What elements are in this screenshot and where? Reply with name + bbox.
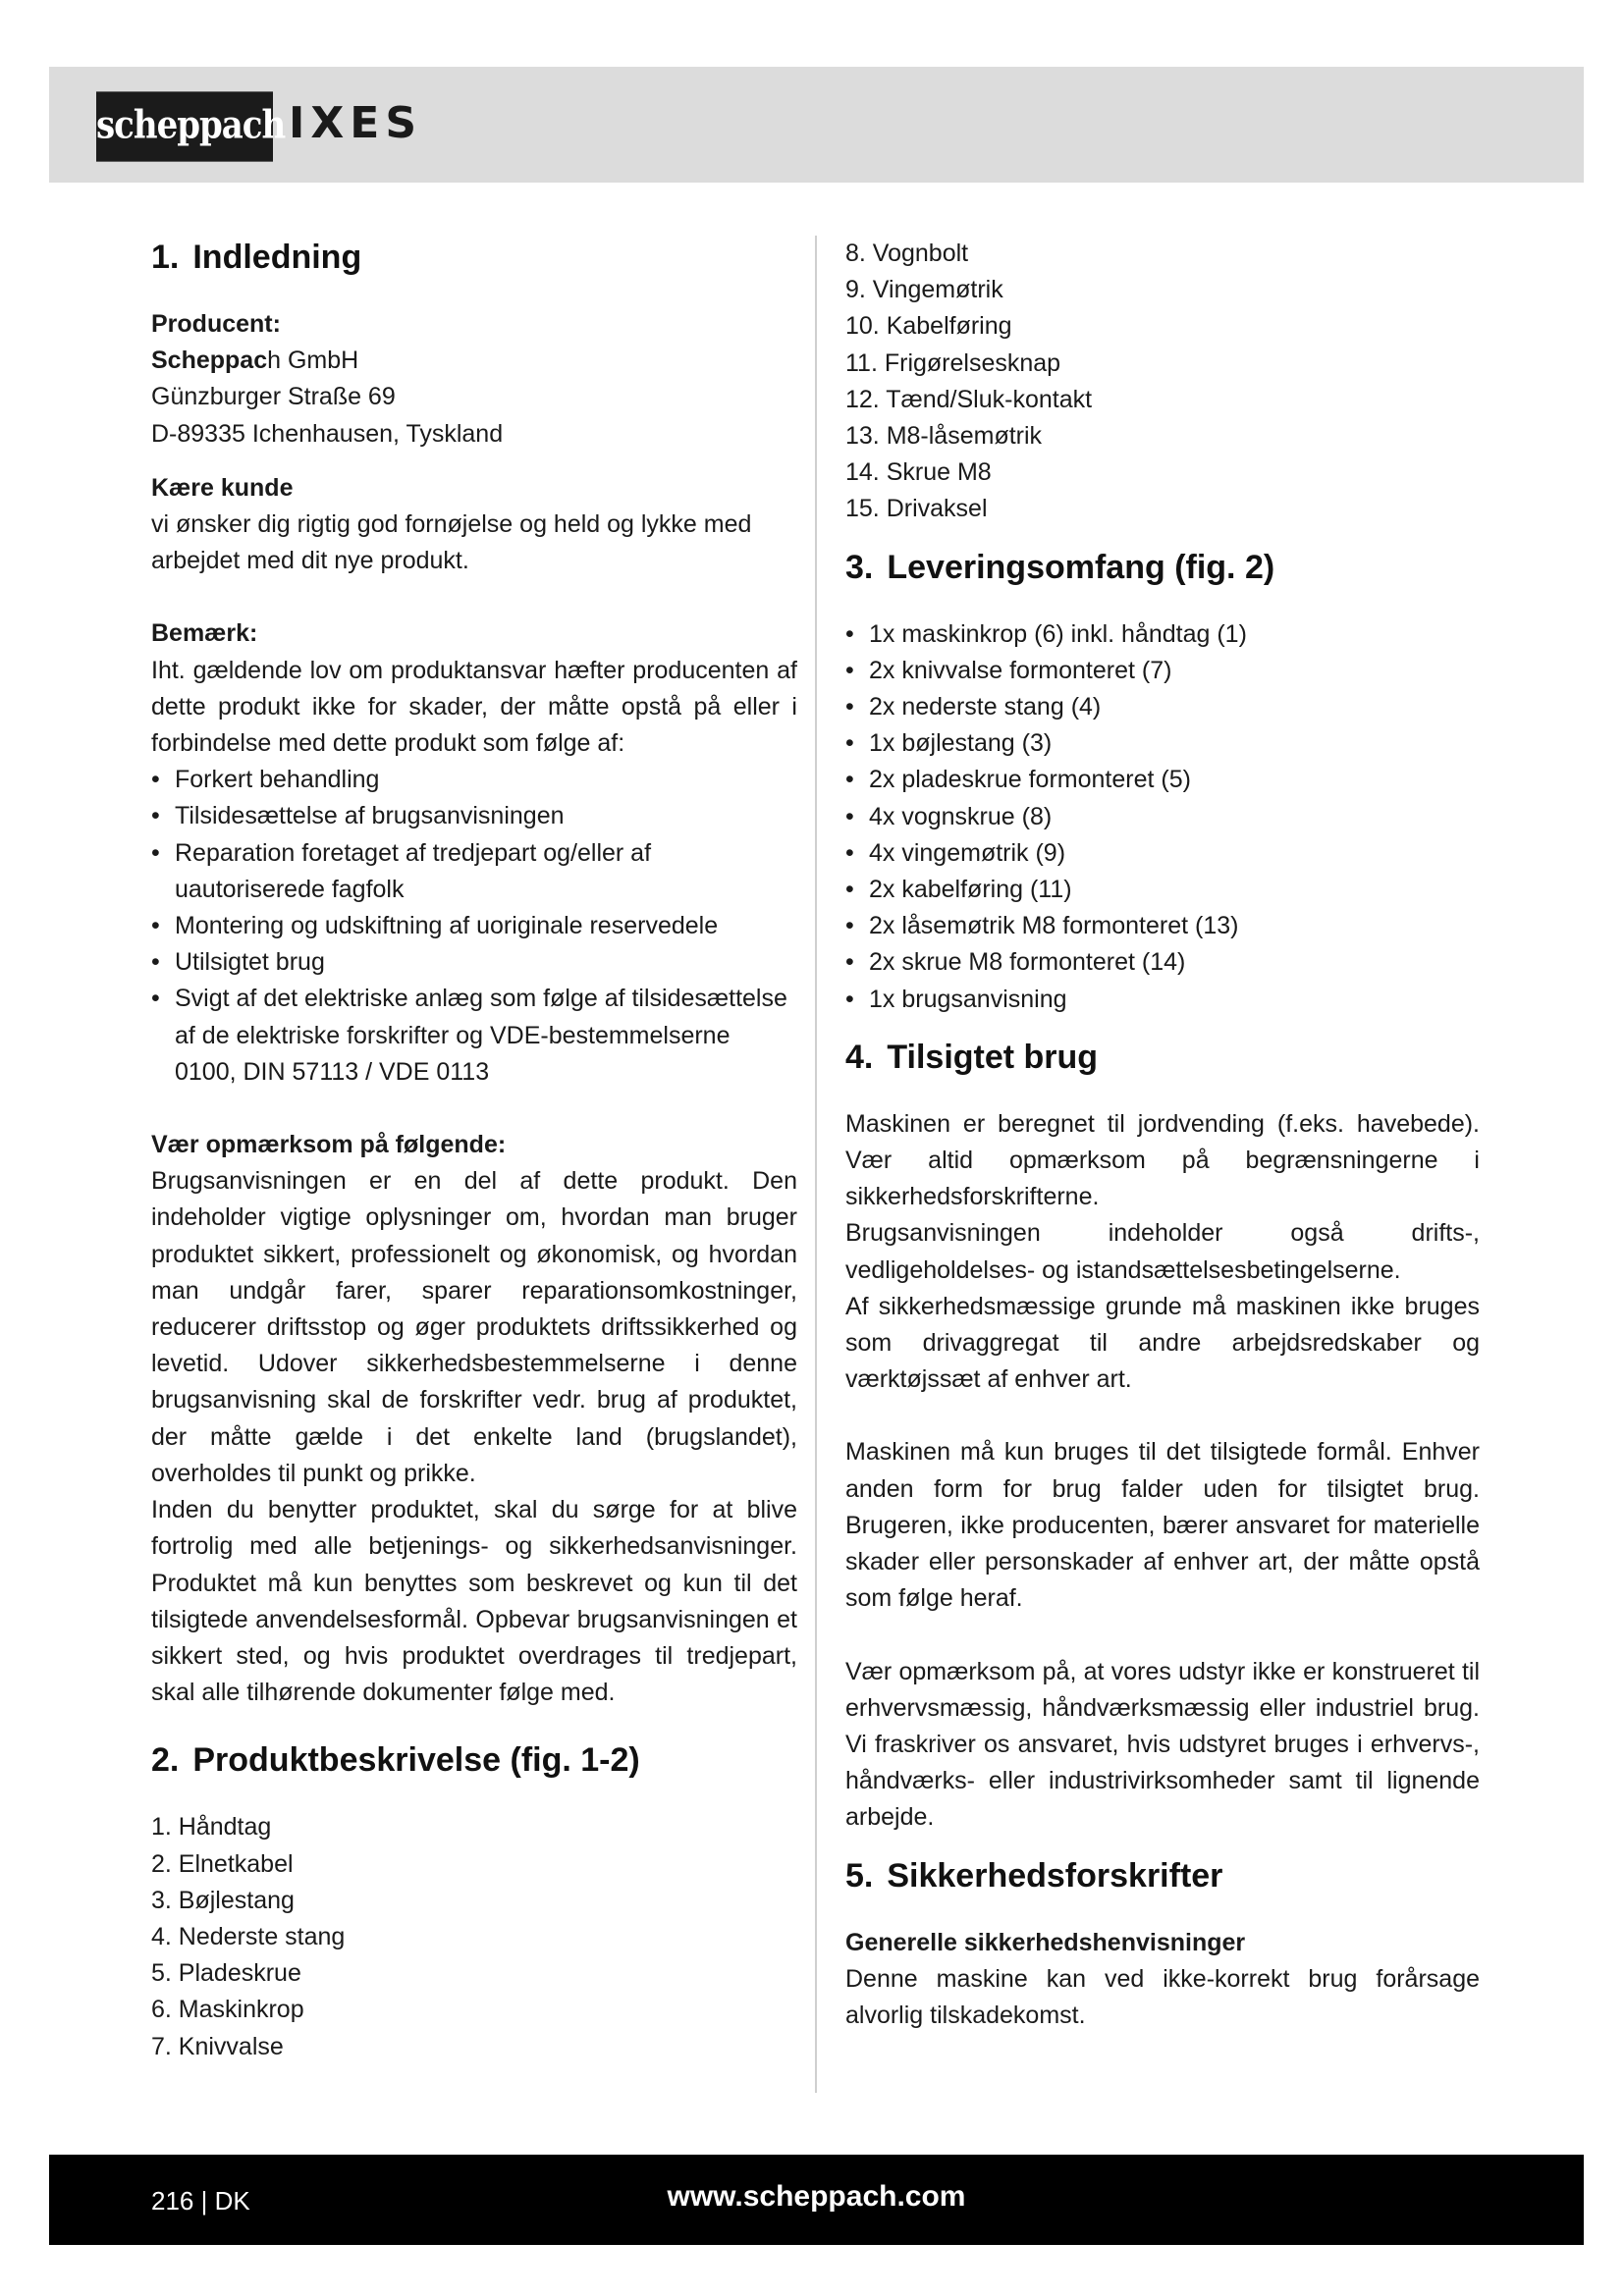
- general-safety-text: Denne maskine kan ved ikke-korrekt brug forårsage alvorlig tilskadekomst.: [845, 1964, 1480, 2029]
- list-item: • 2x knivvalse formonteret (7): [845, 653, 1480, 689]
- list-item: 2. Elnetkabel: [151, 1849, 294, 1878]
- liability-list: [151, 762, 797, 1091]
- note-label: Bemærk:: [151, 619, 258, 648]
- list-item: • 2x nederste stang (4): [845, 689, 1480, 725]
- attention-text: Brugsanvisningen er en del af dette produkt. Den indeholder vigtige oplysninger om, hvordan man bruger produktet sikkert, professionelt og økonomisk, og hvordan man undgår farer, sparer reparationsomkostninger, reducerer driftsstop og øger produktets driftssikkerhed og levetid. Udover sikkerhedsbestemmelserne i denne brugsanvisning skal de forskrifter vedr. brug af produktet, der måtte gælde i det enkelte land (brugslandet), overholdes til punkt og prikke.: [151, 1167, 797, 1487]
- dear-customer-text: vi ønsker dig rigtig god fornøjelse og held og lykke med arbejdet med dit nye produkt.: [151, 510, 752, 575]
- intended-use-text-1b: Brugsanvisningen indeholder også drifts-, vedligeholdelses- og istandsættelsesbetingelserne.: [845, 1219, 1480, 1284]
- address-line-1: Günzburger Straße 69: [151, 383, 396, 411]
- section-2-heading: 2. Produktbeskrivelse (fig. 1-2): [151, 1741, 640, 1780]
- list-item: 14. Skrue M8: [845, 458, 992, 487]
- list-item: • Reparation foretaget af tredjepart og/eller af uautoriserede fagfolk: [151, 835, 797, 908]
- list-item: 10. Kabelføring: [845, 312, 1012, 341]
- section-3-heading: 3. Leveringsomfang (fig. 2): [845, 548, 1275, 586]
- intended-use-text-2: Maskinen må kun bruges til det tilsigtede formål. Enhver anden form for brug falder uden for tilsigtet brug. Brugeren, ikke producenten, bærer ansvaret for materielle skader eller personskader af enhver art, der måtte opstå som følge heraf.: [845, 1438, 1480, 1613]
- list-item: • 1x maskinkrop (6) inkl. håndtag (1): [845, 616, 1480, 653]
- list-item: 11. Frigørelsesknap: [845, 348, 1061, 377]
- list-item: 7. Knivvalse: [151, 2032, 284, 2060]
- list-item: • Svigt af det elektriske anlæg som følge af tilsidesættelse af de elektriske forskrifter og VDE-bestemmelserne 0100, DIN 57113 / VDE 0113: [151, 981, 797, 1091]
- page-footer: [49, 2155, 1584, 2245]
- list-item: 13. M8-låsemøtrik: [845, 422, 1043, 451]
- section-4-heading: 4. Tilsigtet brug: [845, 1038, 1099, 1076]
- attention-text-2: Inden du benytter produktet, skal du sørge for at blive fortrolig med alle betjenings- og sikkerhedsanvisninger. Produktet må kun benyttes som beskrevet og kun til det tilsigtede anvendelsesformål. Opbevar brugsanvisningen et sikkert sted, og hvis produktet overdrages til tredjepart, skal alle tilhørende dokumenter følge med.: [151, 1496, 797, 1707]
- attention-label: Vær opmærksom på følgende:: [151, 1131, 507, 1159]
- list-item: • 2x pladeskrue formonteret (5): [845, 762, 1480, 798]
- section-5-heading: 5. Sikkerhedsforskrifter: [845, 1856, 1223, 1895]
- list-item: • 2x skrue M8 formonteret (14): [845, 944, 1480, 981]
- dear-customer-label: Kære kunde: [151, 473, 294, 502]
- list-item: 6. Maskinkrop: [151, 1996, 304, 2024]
- note-text: Iht. gældende lov om produktansvar hæfter producenten af dette produkt ikke for skader, der måtte opstå på eller i forbindelse med dette produkt som følge af:: [151, 656, 797, 758]
- column-divider: [815, 236, 817, 2093]
- list-item: 3. Bøjlestang: [151, 1886, 295, 1914]
- list-item: 8. Vognbolt: [845, 240, 969, 267]
- list-item: 5. Pladeskrue: [151, 1959, 301, 1988]
- address-line-2: D-89335 Ichenhausen, Tyskland: [151, 419, 504, 448]
- intended-use-text-1c: Af sikkerhedsmæssige grunde må maskinen ikke bruges som drivaggregat til andre arbejdsredskaber og værktøjssæt af enhver art.: [845, 1292, 1480, 1394]
- intended-use-text-1: Maskinen er beregnet til jordvending (f.eks. havebede). Vær altid opmærksom på begrænsningerne i sikkerhedsforskrifterne.: [845, 1109, 1480, 1211]
- delivery-list: [845, 616, 1480, 1018]
- producer-label: Producent:: [151, 310, 281, 338]
- scheppach-logo: scheppach: [96, 91, 273, 161]
- list-item: 9. Vingemøtrik: [845, 276, 1003, 304]
- section-1-heading: 1. Indledning: [151, 239, 362, 276]
- list-item: • 2x låsemøtrik M8 formonteret (13): [845, 908, 1480, 944]
- parts-list-right: [845, 236, 1480, 528]
- page-number: 216 | DK: [151, 2186, 250, 2216]
- list-item: • Utilsigtet brug: [151, 944, 797, 981]
- list-item: 12. Tænd/Sluk-kontakt: [845, 385, 1093, 413]
- list-item: • 4x vognskrue (8): [845, 799, 1480, 835]
- list-item: • Forkert behandling: [151, 762, 797, 798]
- left-column: [151, 236, 797, 2065]
- parts-list-left: [151, 1809, 797, 2064]
- page-header: [49, 67, 1584, 183]
- website-url: www.scheppach.com: [667, 2180, 966, 2213]
- right-column: [845, 236, 1480, 2034]
- list-item: • 4x vingemøtrik (9): [845, 835, 1480, 872]
- producer-name: Scheppach GmbH: [151, 347, 359, 375]
- intended-use-text-3: Vær opmærksom på, at vores udstyr ikke er konstrueret til erhvervsmæssig, håndværksmæssig eller industriel brug. Vi fraskriver os ansvaret, hvis udstyret bruges i erhvervs-, håndværks- eller industrivirksomheder samt til lignende arbejde.: [845, 1657, 1480, 1832]
- list-item: 1. Håndtag: [151, 1813, 272, 1842]
- ixes-logo: IXES: [289, 98, 423, 148]
- list-item: • 2x kabelføring (11): [845, 872, 1480, 908]
- list-item: 4. Nederste stang: [151, 1922, 346, 1950]
- list-item: • Montering og udskiftning af uoriginale reservedele: [151, 908, 797, 944]
- list-item: • 1x brugsanvisning: [845, 982, 1480, 1018]
- list-item: 15. Drivaksel: [845, 495, 988, 523]
- general-safety-label: Generelle sikkerhedshenvisninger: [845, 1928, 1246, 1956]
- list-item: • 1x bøjlestang (3): [845, 725, 1480, 762]
- list-item: • Tilsidesættelse af brugsanvisningen: [151, 798, 797, 834]
